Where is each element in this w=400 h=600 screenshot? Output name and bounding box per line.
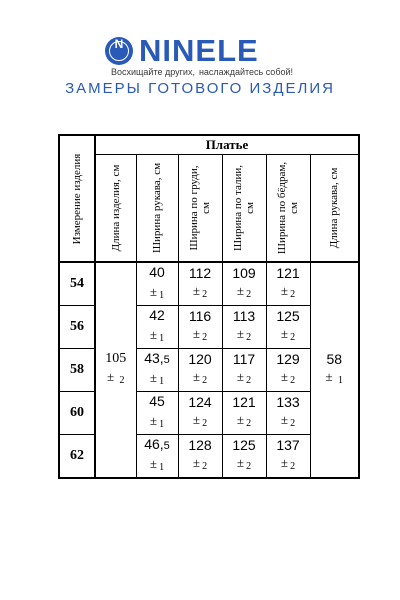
tagline-part-1: Восхищайте других, [110,67,195,77]
chest-cell: 128 ± $_2$ [178,435,222,479]
size-label: 56 [59,306,95,349]
corner-label: Измерение изделия [71,153,83,244]
size-label: 54 [59,262,95,306]
chest-cell: 116 ± $_2$ [178,306,222,349]
waist-cell: 109 ± $_2$ [222,262,266,306]
column-header: Ширина по груди, см [178,155,222,263]
sleeve-width-cell: 45 ± $_1$ [136,392,178,435]
sleeve-width-cell: 46,5 ± $_1$ [136,435,178,479]
corner-header [59,135,95,262]
chest-cell: 112 ± $_2$ [178,262,222,306]
column-header: Ширина рукава, см [136,155,178,263]
waist-cell: 125 ± $_2$ [222,435,266,479]
length-cell: 105 ± $_2$ [95,262,136,478]
sleeve-length-cell: 58 ± $_1$ [310,262,359,478]
brand-tagline [0,67,400,77]
brand-mark-icon: N [105,37,133,65]
size-label: 62 [59,435,95,479]
column-header: Ширина по бёдрам, см [266,155,310,263]
sleeve-width-cell: 42 ± $_1$ [136,306,178,349]
size-table [58,134,360,479]
sleeve-width-cell: 43,5 ± $_1$ [136,349,178,392]
hips-cell: 129 ± $_2$ [266,349,310,392]
page-heading: ЗАМЕРЫ ГОТОВОГО ИЗДЕЛИЯ [65,80,335,97]
size-label: 60 [59,392,95,435]
group-title: Платье [95,135,359,155]
chest-cell: 120 ± $_2$ [178,349,222,392]
column-header: Длина изделия, см [95,155,136,263]
hips-cell: 125 ± $_2$ [266,306,310,349]
column-header: Длина рукава, см [310,155,359,263]
hips-cell: 133 ± $_2$ [266,392,310,435]
brand-logo [0,33,400,68]
brand-name: NINELE [139,33,259,68]
column-header: Ширина по талии, см [222,155,266,263]
chest-cell: 124 ± $_2$ [178,392,222,435]
waist-cell: 121 ± $_2$ [222,392,266,435]
waist-cell: 113 ± $_2$ [222,306,266,349]
tagline-part-2: наслаждайтесь собой! [198,67,294,77]
waist-cell: 117 ± $_2$ [222,349,266,392]
hips-cell: 121 ± $_2$ [266,262,310,306]
hips-cell: 137 ± $_2$ [266,435,310,479]
size-label: 58 [59,349,95,392]
sleeve-width-cell: 40 ± $_1$ [136,262,178,306]
